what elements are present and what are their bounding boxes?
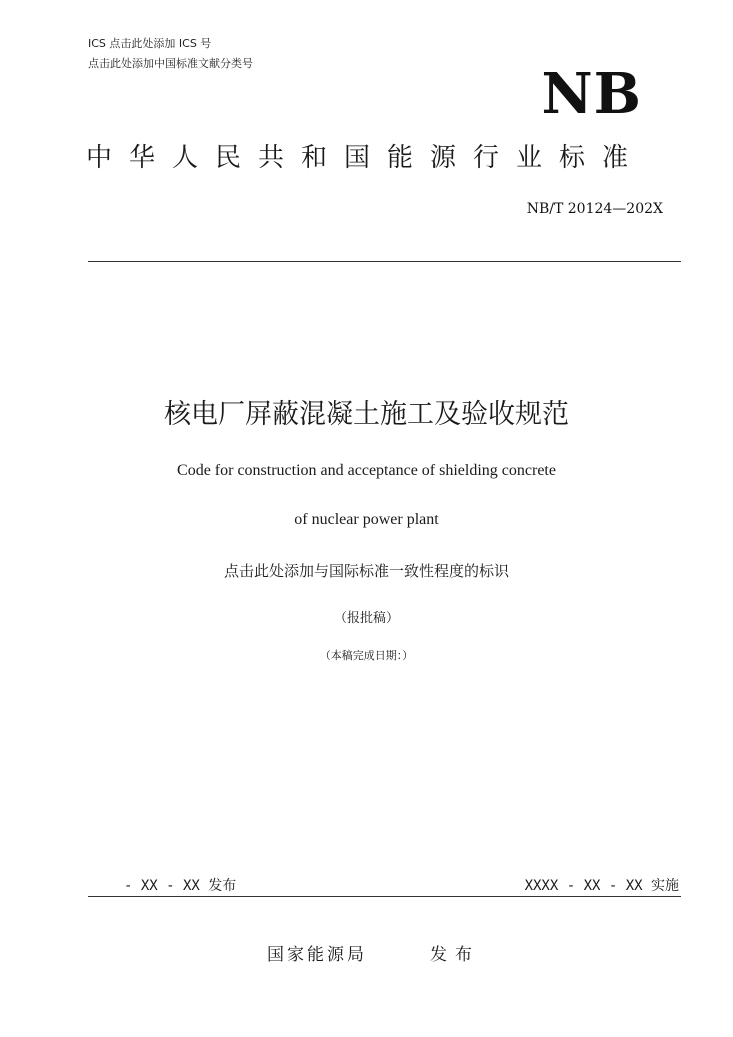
footer-divider bbox=[88, 896, 681, 897]
issue-label: 发布 bbox=[430, 945, 480, 965]
draft-stage-label: （报批稿） bbox=[333, 611, 399, 626]
document-title-english-line1: Code for construction and acceptance of shielding concrete bbox=[177, 462, 556, 479]
draft-completion-date: （本稿完成日期：） bbox=[319, 649, 414, 662]
document-title-chinese: 核电厂屏蔽混凝土施工及验收规范 bbox=[164, 399, 569, 430]
implementation-date: XXXX - XX - XX 实施 bbox=[524, 878, 679, 894]
consistency-marker-placeholder[interactable]: 点击此处添加与国际标准一致性程度的标识 bbox=[223, 562, 509, 580]
standard-type-heading: 中华人民共和国能源行业标准 bbox=[86, 143, 646, 173]
ics-number-placeholder[interactable]: ICS 点击此处添加 ICS 号 bbox=[88, 37, 212, 50]
nb-logo: NB bbox=[541, 61, 642, 127]
standard-number: NB/T 20124—202X bbox=[526, 201, 663, 217]
ccs-classification-placeholder[interactable]: 点击此处添加中国标准文献分类号 bbox=[88, 57, 253, 70]
header-divider bbox=[88, 261, 681, 262]
document-title-english-line2: of nuclear power plant bbox=[294, 511, 439, 528]
publish-date: - XX - XX 发布 bbox=[124, 878, 237, 894]
issuing-authority: 国家能源局 bbox=[267, 945, 367, 965]
